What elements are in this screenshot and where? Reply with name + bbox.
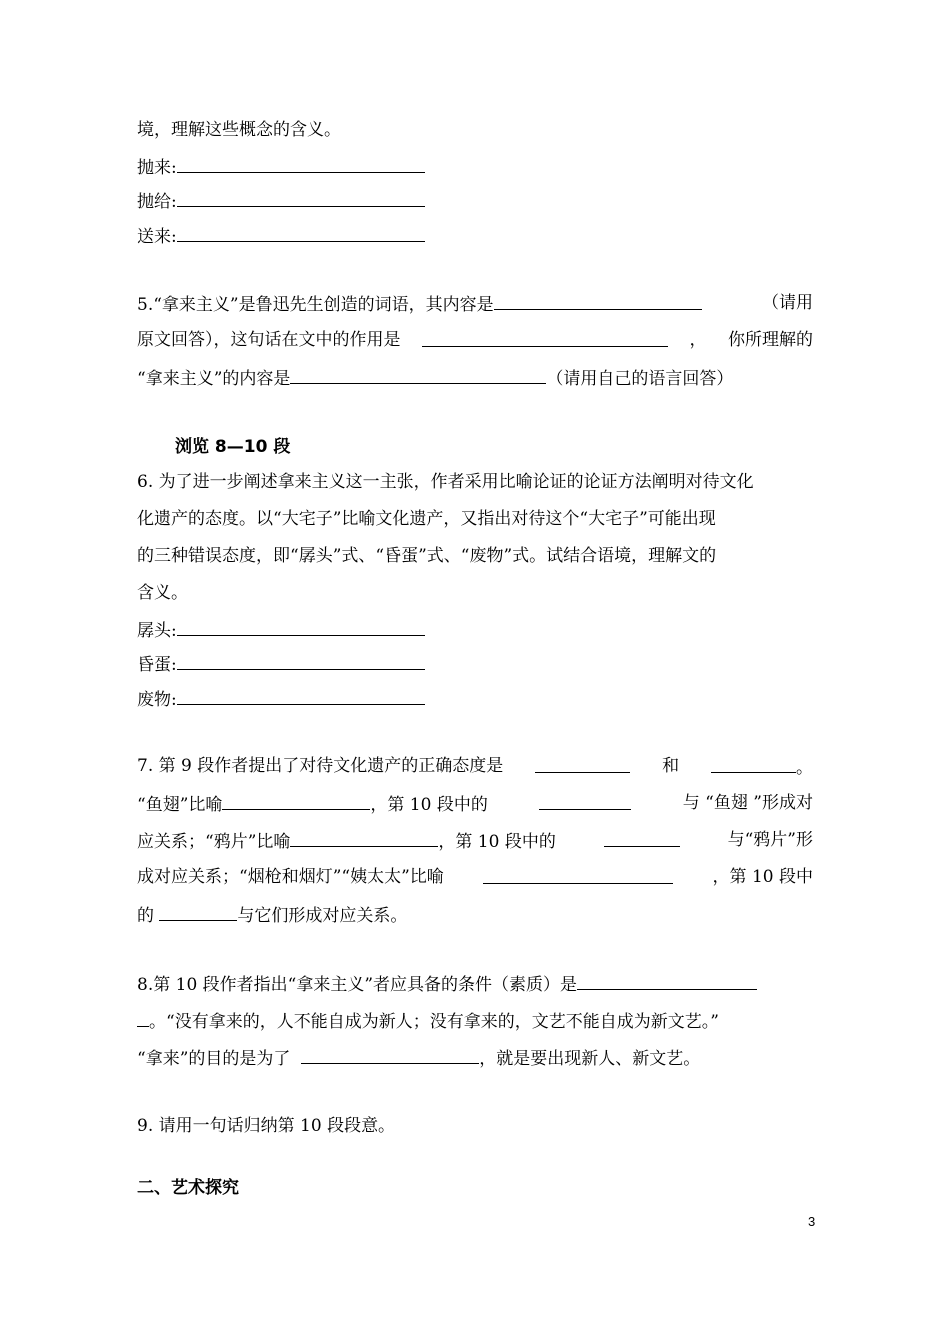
question-6-line-2: 化遗产的态度。以“大宅子”比喻文化遗产，又指出对待这个“大宅子”可能出现 — [137, 509, 716, 529]
answer-blank[interactable] — [177, 687, 425, 705]
q7-text: ，第 10 段中的 — [370, 795, 488, 815]
q5-text: （请用 — [762, 293, 813, 313]
question-7-line-5 — [137, 903, 407, 927]
q5-text: 你所理解的 — [728, 330, 813, 350]
question-7-line-4 — [137, 866, 813, 888]
question-6-line-3: 的三种错误态度，即“孱头”式、“昏蛋”式、“废物”式。试结合语境，理解文的 — [137, 546, 717, 566]
q5-text: 原文回答），这句话在文中的作用是 — [137, 330, 401, 350]
answer-blank[interactable] — [137, 1009, 149, 1027]
answer-line-paolai — [137, 155, 425, 179]
answer-line-hundan — [137, 652, 425, 676]
question-6-line-4: 含义。 — [137, 583, 188, 603]
question-8-line-2 — [137, 1009, 719, 1033]
answer-blank[interactable] — [539, 792, 631, 810]
q7-text: 成对应关系；“烟枪和烟灯”“姨太太”比喻 — [137, 867, 444, 887]
q7-text: 和 — [662, 756, 680, 776]
answer-blank[interactable] — [711, 755, 796, 773]
answer-blank[interactable] — [494, 292, 702, 310]
answer-blank[interactable] — [177, 224, 425, 242]
q8-text: ，就是要出现新人、新文艺。 — [479, 1049, 701, 1069]
answer-line-paogei — [137, 189, 425, 213]
item-label: 昏蛋: — [137, 655, 177, 675]
intro-text: 境，理解这些概念的含义。 — [137, 120, 341, 140]
q7-text: 与“鸦片”形 — [727, 830, 813, 850]
q7-text: 与 “鱼翅 ”形成对 — [682, 793, 813, 813]
answer-blank[interactable] — [290, 829, 438, 847]
item-label: 抛来: — [137, 158, 177, 178]
q8-text: 。“没有拿来的，人不能自成为新人；没有拿来的，文艺不能自成为新文艺。” — [149, 1012, 719, 1032]
answer-line-songlai — [137, 224, 425, 248]
q5-text: （请用自己的语言回答） — [546, 369, 734, 389]
item-label: 抛给: — [137, 192, 177, 212]
q7-text: “鱼翅”比喻 — [137, 795, 223, 815]
q7-text: ，第 10 段中的 — [438, 832, 556, 852]
q5-text: “拿来主义”的内容是 — [137, 369, 291, 389]
q7-text: 。 — [795, 758, 813, 778]
q8-text: 8.第 10 段作者指出“拿来主义”者应具备的条件（素质）是 — [137, 975, 578, 995]
question-6-line-1: 6. 为了进一步阐述拿来主义这一主张，作者采用比喻论证的论证方法阐明对待文化 — [137, 472, 754, 492]
answer-blank[interactable] — [177, 189, 425, 207]
answer-line-chantou — [137, 618, 425, 642]
answer-blank[interactable] — [301, 1046, 479, 1064]
q7-text: ，第 10 段中 — [712, 867, 813, 887]
item-label: 送来: — [137, 227, 177, 247]
answer-blank[interactable] — [290, 366, 546, 384]
q7-text: 应关系；“鸦片”比喻 — [137, 832, 291, 852]
q5-text: 5.“拿来主义”是鲁迅先生创造的词语，其内容是 — [137, 295, 494, 315]
answer-line-feiwu — [137, 687, 425, 711]
q7-text: 与它们形成对应关系。 — [237, 906, 408, 926]
question-7-line-2 — [137, 792, 813, 816]
answer-blank[interactable] — [177, 652, 425, 670]
answer-blank[interactable] — [159, 903, 237, 921]
q5-text: ， — [689, 330, 707, 350]
answer-blank[interactable] — [604, 829, 680, 847]
question-7-line-3 — [137, 829, 813, 853]
question-8-line-1 — [137, 972, 757, 996]
q8-text: “拿来”的目的是为了 — [137, 1049, 291, 1069]
q7-text: 7. 第 9 段作者提出了对待文化遗产的正确态度是 — [137, 756, 504, 776]
answer-blank[interactable] — [577, 972, 757, 990]
answer-blank[interactable] — [222, 792, 370, 810]
answer-blank[interactable] — [483, 866, 673, 884]
page-number: 3 — [808, 1214, 816, 1229]
question-5-line-1 — [137, 292, 813, 316]
answer-blank[interactable] — [535, 755, 630, 773]
q7-text: 的 — [137, 906, 154, 926]
question-8-line-3 — [137, 1046, 700, 1070]
question-9: 9. 请用一句话归纳第 10 段段意。 — [137, 1116, 396, 1136]
question-7-line-1 — [137, 755, 813, 779]
section-heading-browse: 浏览 8—10 段 — [175, 437, 291, 457]
item-label: 废物: — [137, 690, 177, 710]
question-5-line-2 — [137, 329, 813, 351]
section-heading-art: 二、艺术探究 — [137, 1178, 239, 1198]
answer-blank[interactable] — [177, 618, 425, 636]
answer-blank[interactable] — [177, 155, 425, 173]
item-label: 孱头: — [137, 621, 177, 641]
answer-blank[interactable] — [422, 329, 668, 347]
question-5-line-3 — [137, 366, 733, 390]
